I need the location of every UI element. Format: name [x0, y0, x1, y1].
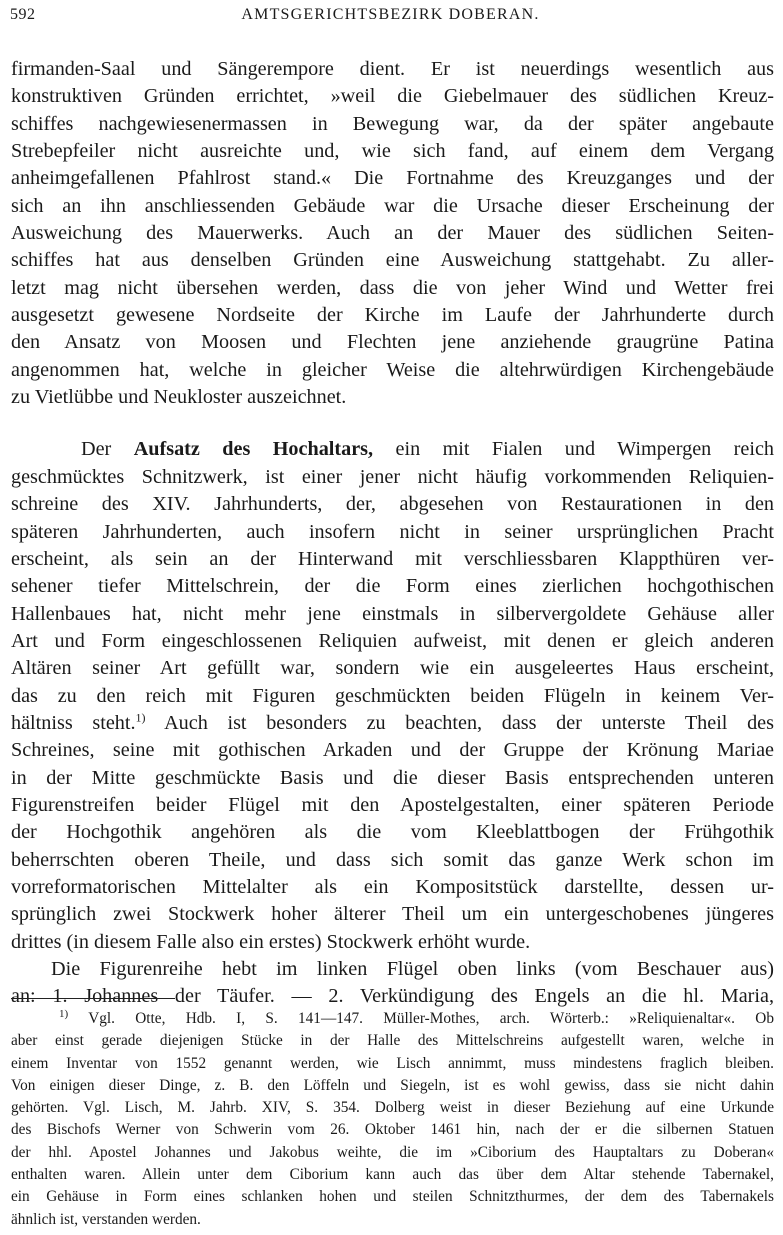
- text-line: erscheint, als sein an der Hinterwand mit verschliessbaren Klappthüren ver-: [11, 547, 774, 570]
- text-line: sich an ihn anschliessenden Gebäude war die Ursache dieser Erscheinung der: [11, 194, 774, 217]
- footnote-line: einem Inventar von 1552 genannt werden, wie Lisch annimmt, muss mindestens fraglich bleiben.: [11, 1054, 774, 1072]
- footnote-line: gehörten. Vgl. Lisch, M. Jahrb. XIV, S. 354. Dolberg weist in dieser Beziehung auf eine Urkunde: [11, 1099, 774, 1117]
- footnote-line: der hhl. Apostel Johannes und Jakobus weihte, die im »Ciborium des Hauptaltars zu Doberan«: [11, 1143, 774, 1161]
- page-number: 592: [10, 6, 36, 23]
- footnote-line: enthalten waren. Allein unter dem Ciborium kann auch das über dem Altar stehende Tabernakel,: [11, 1166, 774, 1184]
- text-span: Auch ist besonders zu beachten, dass der unterste Theil des: [145, 711, 774, 734]
- paragraph-2: [11, 436, 774, 956]
- text-line: das zu den reich mit Figuren geschmückten beiden Flügeln in keinem Ver-: [11, 684, 774, 707]
- text-line: Schreines, seine mit gothischen Arkaden und der Gruppe der Krönung Mariae: [11, 739, 774, 762]
- text-span: hältniss steht.: [11, 711, 136, 734]
- text-line: ausgesetzt gewesene Nordseite der Kirche im Laufe der Jahrhunderte durch: [11, 304, 774, 327]
- text-line: an: 1. Johannes der Täufer. — 2. Verkündigung des Engels an die hl. Maria,: [11, 985, 774, 1008]
- footnote-reference[interactable]: 1): [135, 710, 146, 725]
- text-line: Hallenbaues hat, nicht mehr jene einstmals in silbervergoldete Gehäuse aller: [11, 602, 774, 625]
- text-line: schreine des XIV. Jahrhunderts, der, abgesehen von Restaurationen in den: [11, 493, 774, 516]
- text-line: in der Mitte geschmückte Basis und die dieser Basis entsprechenden unteren: [11, 766, 774, 789]
- footnote-line: des Bischofs Werner von Schwerin vom 26. Oktober 1461 hin, nach der er die silbernen Statuen: [11, 1121, 774, 1139]
- text-line: sehener tiefer Mittelschrein, der die Form eines zierlichen hochgothischen: [11, 575, 774, 598]
- text-line: drittes (in diesem Falle also ein erstes) Stockwerk erhöht wurde.: [11, 930, 531, 953]
- footnote-line: Von einigen dieser Dinge, z. B. den Löffeln und Siegeln, ist es wohl gewiss, dass sie nicht dahin: [11, 1076, 774, 1094]
- text-line: Strebepfeiler nicht ausreichte und, wie sich fand, auf einem dem Vergang: [11, 140, 774, 163]
- text-line: Ausweichung des Mauerwerks. Auch an der Mauer des südlichen Seiten-: [11, 222, 774, 245]
- text-line: beherrschten oberen Theile, und dass sich somit das ganze Werk schon im: [11, 848, 774, 871]
- text-line: [11, 436, 774, 463]
- footnote-divider: [11, 998, 175, 999]
- section-keyword: Aufsatz des Hochaltars,: [133, 438, 374, 461]
- text-line: vorreformatorischen Mittelalter als ein Kompositstück darstellte, dessen ur-: [11, 875, 774, 898]
- text-line: Altären seiner Art gefüllt war, sondern wie ein ausgeleertes Haus erscheint,: [11, 657, 774, 680]
- footnote-line: aber einst gerade diejenigen Stücke in der Halle des Mittelschreins aufgestellt waren, welche in: [11, 1032, 774, 1050]
- footnote: [11, 1008, 774, 1231]
- text-line: der Hochgothik angehören als die vom Kleeblattbogen der Frühgothik: [11, 821, 774, 844]
- text-line: angenommen hat, welche in gleicher Weise die altehrwürdigen Kirchengebäude: [11, 358, 774, 381]
- text-span: Vgl. Otte, Hdb. I, S. 141—147. Müller-Mothes, arch. Wörterb.: »Reliquienaltar«. Ob: [88, 1010, 774, 1027]
- text-line: firmanden-Saal und Sängerempore dient. Er ist neuerdings wesentlich aus: [11, 58, 774, 80]
- footnote-line: [11, 1008, 774, 1030]
- text-span: ein mit Fialen und Wimpergen reich: [373, 438, 774, 461]
- text-line: letzt mag nicht übersehen werden, dass die von jeher Wind und Wetter frei: [11, 276, 774, 299]
- footnote-line: ähnlich ist, verstanden werden.: [11, 1210, 201, 1228]
- paragraph-1: [11, 56, 774, 411]
- text-line: [11, 710, 774, 737]
- running-head: [10, 6, 771, 32]
- text-line: geschmücktes Schnitzwerk, ist einer jener nicht häufig vorkommenden Reliquien-: [11, 465, 774, 488]
- paragraph-gap: [11, 411, 774, 436]
- text-line: sprünglich zwei Stockwerk hoher älterer Theil um ein untergeschobenes jüngeres: [11, 903, 774, 926]
- text-line: späteren Jahrhunderten, auch insofern nicht in seiner ursprünglichen Pracht: [11, 520, 774, 543]
- text-line: den Ansatz von Moosen und Flechten jene anziehende graugrüne Patina: [11, 331, 774, 354]
- text-line: zu Vietlübbe und Neukloster auszeichnet.: [11, 386, 347, 409]
- header-title: AMTSGERICHTSBEZIRK DOBERAN.: [241, 6, 540, 23]
- text-span: Der: [81, 438, 134, 461]
- text-line: schiffes nachgewiesenermassen in Bewegung war, da der später angebaute: [11, 112, 774, 135]
- text-line: schiffes hat aus denselben Gründen eine Ausweichung stattgehabt. Zu aller-: [11, 249, 774, 272]
- paragraph-3: [11, 956, 774, 1011]
- footnote-marker: 1): [59, 1008, 69, 1020]
- text-line: Die Figurenreihe hebt im linken Flügel oben links (vom Beschauer aus): [51, 958, 774, 980]
- text-line: anheimgefallenen Pfahlrost stand.« Die Fortnahme des Kreuzganges und der: [11, 167, 774, 190]
- body-text: [11, 56, 774, 1011]
- text-line: Art und Form eingeschlossenen Reliquien aufweist, mit denen er gleich anderen: [11, 629, 774, 652]
- text-line: konstruktiven Gründen errichtet, »weil die Giebelmauer des südlichen Kreuz-: [11, 85, 774, 108]
- text-line: Figurenstreifen beider Flügel mit den Apostelgestalten, einer späteren Periode: [11, 793, 774, 816]
- footnote-line: ein Gehäuse in Form eines schlanken hohen und steilen Schnitzthurmes, der dem des Tabernakels: [11, 1188, 774, 1206]
